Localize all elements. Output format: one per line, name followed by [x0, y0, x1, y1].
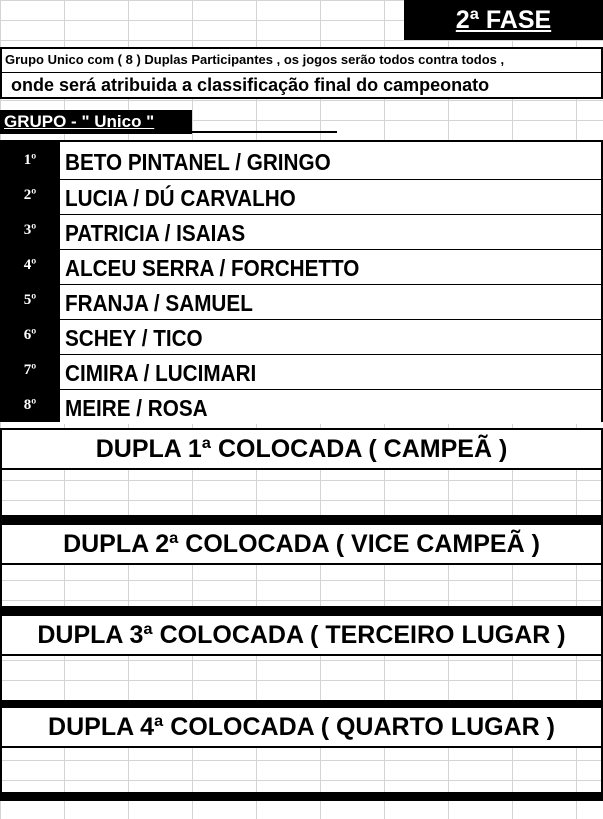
- placement-2-header: [0, 523, 603, 565]
- table-row: [60, 179, 601, 214]
- team-name: PATRICIA / ISAIAS: [65, 220, 246, 246]
- phase-label: 2ª FASE: [455, 5, 552, 34]
- placement-title: DUPLA 1ª COLOCADA ( CAMPEÃ ): [95, 434, 508, 463]
- intro-line-2: onde será atribuida a classificação final do campeonato: [11, 75, 490, 95]
- rank-label: 1º: [23, 152, 37, 168]
- placement-title: DUPLA 4ª COLOCADA ( QUARTO LUGAR ): [48, 712, 555, 741]
- rank-label: 7º: [23, 362, 37, 378]
- intro-line-1: Grupo Unico com ( 8 ) Duplas Participantes , os jogos serão todos contra todos ,: [5, 52, 505, 67]
- placement-title: DUPLA 3ª COLOCADA ( TERCEIRO LUGAR ): [37, 620, 566, 649]
- standings-rows: [0, 140, 603, 422]
- intro-divider: [0, 72, 603, 73]
- placement-1-header: [0, 428, 603, 470]
- table-row: [60, 249, 601, 284]
- placement-title: DUPLA 2ª COLOCADA ( VICE CAMPEÃ ): [63, 529, 540, 558]
- table-row: [60, 389, 601, 424]
- table-row: [60, 354, 601, 389]
- table-row: [60, 319, 601, 354]
- placement-3-header: [0, 614, 603, 656]
- table-row: [60, 214, 601, 249]
- rank-label: 8º: [23, 397, 37, 413]
- placement-divider: [0, 792, 603, 801]
- rank-label: 2º: [23, 187, 37, 203]
- team-name: ALCEU SERRA / FORCHETTO: [65, 255, 360, 281]
- rank-label: 6º: [23, 327, 37, 343]
- phase-banner: [404, 0, 603, 40]
- team-name: CIMIRA / LUCIMARI: [65, 360, 257, 386]
- rank-label: 4º: [23, 257, 37, 273]
- rank-label: 5º: [23, 292, 37, 308]
- group-underline: [192, 131, 337, 133]
- team-name: FRANJA / SAMUEL: [65, 290, 253, 316]
- table-row: [60, 284, 601, 319]
- group-label: GRUPO - " Unico ": [0, 110, 192, 134]
- placement-4-header: [0, 706, 603, 748]
- team-name: SCHEY / TICO: [65, 325, 203, 351]
- rank-label: 3º: [23, 222, 37, 238]
- team-name: MEIRE / ROSA: [65, 395, 208, 421]
- team-name: BETO PINTANEL / GRINGO: [65, 149, 331, 175]
- team-name: LUCIA / DÚ CARVALHO: [65, 185, 296, 211]
- table-row: [60, 144, 601, 179]
